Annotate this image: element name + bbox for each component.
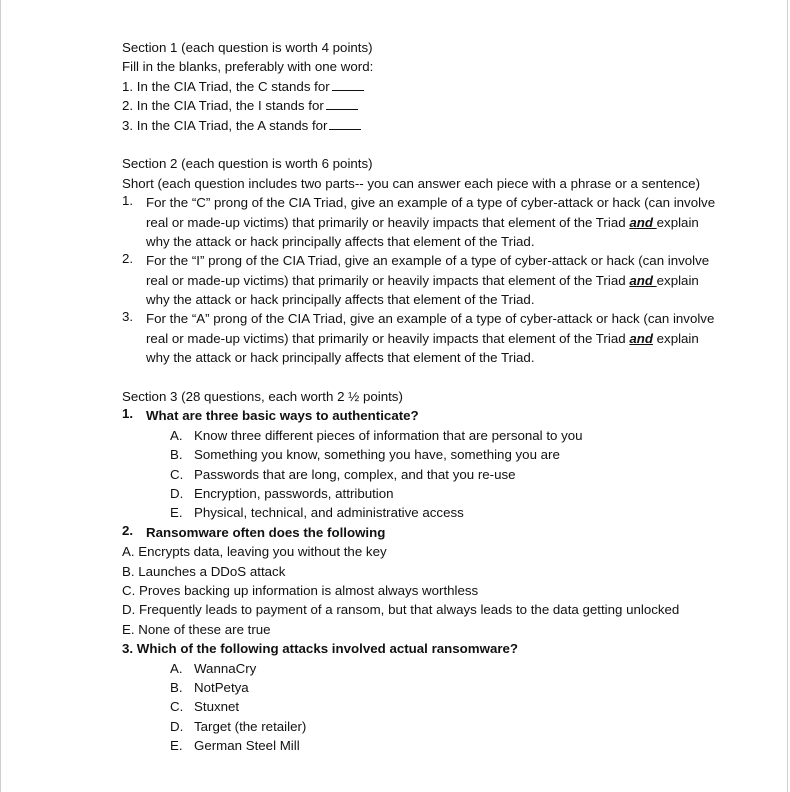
- answer-choice: [122, 697, 732, 716]
- section1-question: [122, 96, 732, 115]
- emphasis-and: and: [629, 214, 657, 230]
- answer-choice: [122, 678, 732, 697]
- item-line: why the attack or hack principally affects that element of the Triad.: [146, 292, 535, 308]
- choice-text: Stuxnet: [194, 699, 240, 715]
- item-line: For the “C” prong of the CIA Triad, give an example of a type of cyber-attack or hack (can involve: [146, 195, 716, 211]
- answer-choice: [122, 503, 732, 522]
- choice-text: Know three different pieces of information that are personal to you: [194, 427, 583, 443]
- item-text: explain: [656, 214, 699, 230]
- section1-heading: Section 1 (each question is worth 4 points): [122, 40, 373, 55]
- item-line: [146, 329, 732, 348]
- item-text: real or made-up victims) that primarily or heavily impacts that element of the Triad: [146, 272, 630, 288]
- choice-letter: A.: [170, 427, 183, 443]
- choice-letter: D.: [170, 485, 184, 501]
- answer-choice: [122, 736, 732, 755]
- choice-text: WannaCry: [194, 660, 257, 676]
- question-2: [122, 523, 732, 542]
- answer-blank: [329, 117, 361, 130]
- question-text: 2. In the CIA Triad, the I stands for: [122, 98, 324, 114]
- answer-choice: A. Encrypts data, leaving you without the key: [122, 544, 387, 560]
- question-text: What are three basic ways to authenticate?: [146, 408, 419, 424]
- answer-blank: [332, 78, 364, 91]
- answer-choice: D. Frequently leads to payment of a ransom, but that always leads to the data getting unlocked: [122, 602, 680, 618]
- answer-choice: B. Launches a DDoS attack: [122, 563, 286, 579]
- emphasis-and: and: [629, 330, 653, 346]
- choice-text: NotPetya: [194, 679, 249, 695]
- choice-letter: B.: [170, 679, 183, 695]
- section2-heading: Section 2 (each question is worth 6 points): [122, 156, 373, 172]
- answer-choice: E. None of these are true: [122, 621, 271, 637]
- choice-letter: A.: [170, 660, 183, 676]
- item-text: explain: [652, 330, 699, 346]
- item-text: real or made-up victims) that primarily or heavily impacts that element of the Triad: [146, 330, 630, 346]
- item-number: 2.: [122, 251, 134, 267]
- answer-choice: [122, 445, 732, 464]
- choice-text: Encryption, passwords, attribution: [194, 485, 394, 501]
- section2-instructions: Short (each question includes two parts-- you can answer each piece with a phrase or a sentence): [122, 175, 700, 191]
- item-line: For the “A” prong of the CIA Triad, give an example of a type of cyber-attack or hack (can involve: [146, 311, 715, 327]
- item-line: why the attack or hack principally affects that element of the Triad.: [146, 350, 535, 366]
- answer-blank: [326, 97, 358, 110]
- section1-instructions: Fill in the blanks, preferably with one word:: [122, 59, 374, 75]
- answer-choice: C. Proves backing up information is almost always worthless: [122, 582, 479, 598]
- choice-text: Passwords that are long, complex, and that you re-use: [194, 466, 516, 482]
- section3-heading: Section 3 (28 questions, each worth 2 ½ points): [122, 389, 403, 405]
- section2-item: [122, 251, 732, 309]
- choice-letter: D.: [170, 718, 184, 734]
- question-number: 1.: [122, 406, 134, 422]
- choice-text: Physical, technical, and administrative access: [194, 505, 464, 521]
- item-line: For the “I” prong of the CIA Triad, give an example of a type of cyber-attack or hack (can involve: [146, 253, 710, 269]
- question-number: 2.: [122, 522, 134, 538]
- item-line: why the attack or hack principally affects that element of the Triad.: [146, 233, 535, 249]
- item-line: [146, 271, 732, 290]
- emphasis-and: and: [629, 272, 657, 288]
- choice-letter: E.: [170, 505, 183, 521]
- document-content: [122, 38, 732, 755]
- answer-choice: [122, 717, 732, 736]
- question-text: 3. In the CIA Triad, the A stands for: [122, 117, 328, 133]
- item-line: [146, 213, 732, 232]
- section1-question: [122, 77, 732, 96]
- question-text: Ransomware often does the following: [146, 524, 386, 540]
- item-text: explain: [656, 272, 699, 288]
- answer-choice: [122, 465, 732, 484]
- choice-text: Target (the retailer): [194, 718, 307, 734]
- choice-letter: C.: [170, 699, 184, 715]
- choice-letter: C.: [170, 466, 184, 482]
- choice-letter: B.: [170, 447, 183, 463]
- choice-letter: E.: [170, 738, 183, 754]
- section2-item: [122, 193, 732, 251]
- answer-choice: [122, 484, 732, 503]
- section2-item: [122, 309, 732, 367]
- question-1: [122, 406, 732, 425]
- item-text: real or made-up victims) that primarily or heavily impacts that element of the Triad: [146, 214, 630, 230]
- answer-choice: [122, 659, 732, 678]
- answer-choice: [122, 426, 732, 445]
- item-number: 1.: [122, 193, 134, 209]
- choice-text: Something you know, something you have, something you are: [194, 447, 560, 463]
- section1-question: [122, 116, 732, 135]
- choice-text: German Steel Mill: [194, 738, 300, 754]
- item-number: 3.: [122, 309, 134, 325]
- question-text: 1. In the CIA Triad, the C stands for: [122, 78, 330, 94]
- question-3: 3. Which of the following attacks involved actual ransomware?: [122, 641, 519, 657]
